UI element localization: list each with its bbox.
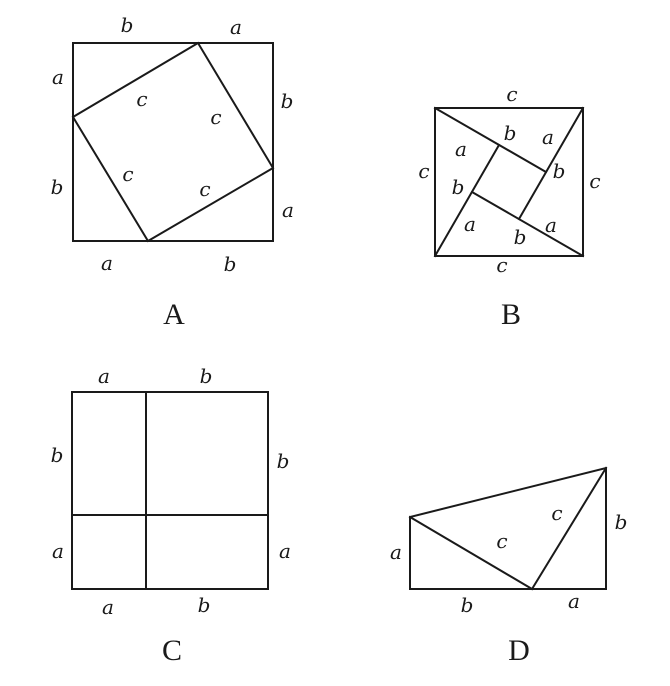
- label: a: [464, 212, 476, 236]
- figure-d-hypotenuse-right: [532, 468, 606, 589]
- figure-a-caption: A: [163, 298, 185, 331]
- label: b: [280, 89, 294, 113]
- label: a: [101, 251, 113, 275]
- figure-c-outer-square: [72, 392, 268, 589]
- label: b: [50, 175, 64, 199]
- label: c: [122, 162, 134, 186]
- figure-b-line: [435, 145, 499, 256]
- figure-b-caption: B: [500, 298, 522, 331]
- figure-a: [51, 13, 294, 331]
- label: a: [455, 137, 467, 161]
- label: a: [52, 539, 64, 563]
- label: a: [542, 125, 554, 149]
- figure-a-inner-square: [73, 43, 273, 241]
- label: b: [199, 364, 213, 388]
- label: b: [223, 252, 237, 276]
- label: b: [451, 175, 465, 199]
- label: b: [552, 159, 566, 183]
- label: c: [496, 529, 508, 553]
- figure-b-line: [472, 192, 583, 256]
- label: c: [418, 159, 430, 183]
- label: c: [551, 501, 563, 525]
- label: c: [506, 82, 518, 106]
- label: a: [230, 15, 242, 39]
- label: a: [545, 213, 557, 237]
- label: a: [102, 595, 114, 619]
- figure-d-caption: D: [508, 634, 530, 667]
- label: b: [513, 225, 527, 249]
- label: c: [199, 177, 211, 201]
- label: b: [197, 593, 211, 617]
- label: a: [568, 589, 580, 613]
- label: b: [503, 121, 517, 145]
- figure-b-line: [435, 108, 546, 172]
- label: c: [136, 87, 148, 111]
- figure-c: [51, 364, 291, 667]
- label: b: [120, 13, 134, 37]
- label: c: [589, 169, 601, 193]
- label: b: [460, 593, 474, 617]
- label: a: [98, 364, 110, 388]
- label: b: [276, 449, 290, 473]
- figure-d-hypotenuse-left: [410, 517, 532, 589]
- figure-b: [418, 82, 600, 331]
- label: c: [496, 253, 508, 277]
- label: a: [390, 540, 402, 564]
- label: a: [282, 198, 294, 222]
- figure-d: [390, 468, 627, 667]
- label: b: [614, 510, 628, 534]
- figure-a-outer-square: [73, 43, 273, 241]
- figure-c-caption: C: [161, 634, 183, 667]
- figure-d-trapezoid: [410, 468, 606, 589]
- label: c: [210, 105, 222, 129]
- label: a: [279, 539, 291, 563]
- label: a: [52, 65, 64, 89]
- label: b: [50, 443, 64, 467]
